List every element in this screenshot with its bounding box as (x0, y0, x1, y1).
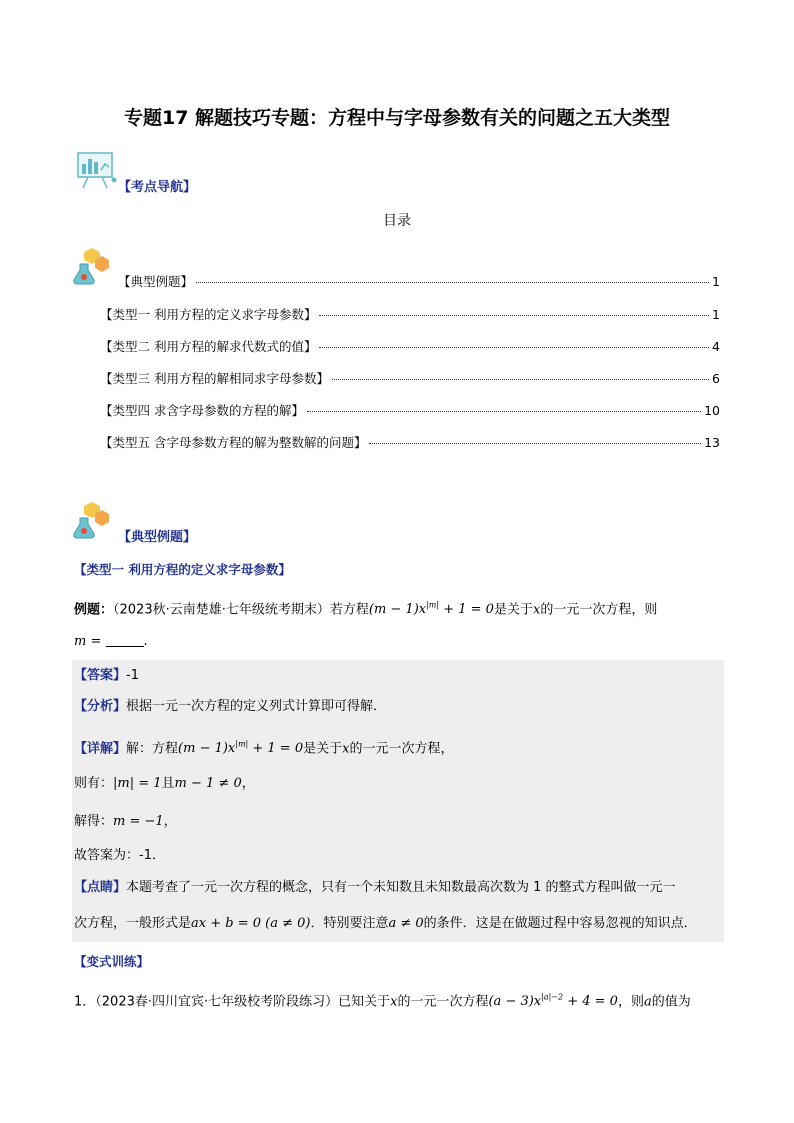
variable-x: x (390, 994, 398, 1010)
answer-line (74, 666, 139, 686)
example-line2 (74, 632, 148, 652)
equation: $(a - 3)x^{|a|-2} + 4 = 0$ (488, 993, 618, 1010)
toc-entry-label: 【类型四 求含字母参数的方程的解】 (100, 403, 304, 418)
equation: $(m - 1)x^{|m|} + 1 = 0$ (178, 740, 304, 757)
detail-condition-line: 则有：|m| = 1且m − 1 ≠ 0， (74, 776, 255, 791)
toc-entry[interactable] (100, 305, 720, 323)
toc-entry[interactable] (118, 272, 720, 290)
example-source: （2023秋·云南楚雄·七年级统考期末）若方程 (113, 602, 369, 618)
toc-entry-page: 1 (712, 274, 720, 289)
analysis-text: 根据一元一次方程的定义列式计算即可得解． (126, 699, 387, 714)
variable-x: x (342, 741, 350, 757)
variable-a: a (643, 994, 652, 1010)
detail-solve-line: 解得：m = −1， (74, 814, 177, 829)
equation: a ≠ 0 (388, 916, 424, 931)
toc-leader-dots (319, 315, 709, 316)
variable-m: m = (74, 634, 102, 649)
comment-line2: 次方程，一般形式是ax + b = 0 (a ≠ 0)．特别要注意a ≠ 0的条件．这是在做题过程中容易忽视的知识点． (74, 916, 697, 931)
equation: |m| = 1 (113, 776, 162, 791)
equation: $(m - 1)x^{|m|} + 1 = 0$ (368, 601, 494, 618)
section-heading: 【典型例题】 (118, 530, 197, 545)
toc-entry[interactable] (100, 401, 720, 419)
page-title: 专题17 解题技巧专题：方程中与字母参数有关的问题之五大类型 (123, 107, 671, 129)
toc-leader-dots (332, 379, 709, 380)
flask-icon (72, 500, 112, 540)
variable-x: x (532, 602, 541, 618)
toc-entry[interactable] (100, 337, 720, 355)
equation: m − 1 ≠ 0 (174, 776, 242, 791)
analysis-line (74, 697, 386, 717)
example-line (74, 596, 724, 620)
toc-leader-dots (369, 443, 701, 444)
toc-entry-page: 4 (712, 339, 720, 354)
toc-entry-page: 10 (704, 403, 720, 418)
toc-leader-dots (319, 347, 709, 348)
analysis-tag: 【分析】 (74, 699, 127, 714)
toc-leader-dots (307, 411, 701, 412)
nav-heading: 【考点导航】 (118, 180, 197, 195)
toc-entry-label: 【类型三 利用方程的解相同求字母参数】 (100, 371, 329, 386)
detail-tag: 【详解】 (74, 741, 127, 757)
answer-tag: 【答案】 (74, 668, 127, 683)
comment-tag: 【点睛】 (74, 880, 127, 895)
answer-text: -1 (126, 668, 139, 683)
example-text: 是关于 (493, 602, 533, 618)
comment-line1: 【点睛】本题考查了一元一次方程的概念，只有一个未知数且未知数最高次数为 1 的整式方程叫做一元一 (74, 880, 676, 895)
detail-final-line: 故答案为：-1． (74, 848, 165, 863)
toc-entry-label: 【典型例题】 (118, 274, 194, 289)
flask-icon (72, 246, 112, 286)
toc-entry-label: 【类型五 含字母参数方程的解为整数解的问题】 (100, 435, 367, 450)
toc-entry-page: 1 (712, 307, 720, 322)
toc-leader-dots (196, 282, 709, 283)
toc-entry-page: 6 (712, 371, 720, 386)
toc-entry-label: 【类型二 利用方程的解求代数式的值】 (100, 339, 317, 354)
toc-entry-label: 【类型一 利用方程的定义求字母参数】 (100, 307, 317, 322)
presentation-board-icon (74, 150, 118, 190)
toc-entry[interactable] (100, 433, 720, 451)
detail-line: 【详解】解：方程$(m - 1)x^{|m|} + 1 = 0$是关于x的一元一次方程， (74, 740, 454, 757)
toc-heading: 目录 (383, 213, 411, 229)
question-1: 1．（2023春·四川宜宾·七年级校考阶段练习）已知关于x的一元一次方程$(a - 3)x^{|a|-2} + 4 = 0$，则a的值为 (74, 993, 691, 1010)
example-text: 的一元一次方程，则 (540, 602, 658, 618)
equation: m = −1 (113, 814, 164, 829)
toc-entry-page: 13 (704, 435, 720, 450)
type1-heading: 【类型一 利用方程的定义求字母参数】 (74, 562, 291, 577)
period: . (143, 634, 148, 649)
equation: ax + b = 0 (a ≠ 0) (191, 916, 311, 931)
practice-heading: 【变式训练】 (74, 954, 150, 969)
example-label: 例题： (74, 602, 114, 618)
answer-blank (106, 634, 144, 647)
toc-entry[interactable] (100, 369, 720, 387)
